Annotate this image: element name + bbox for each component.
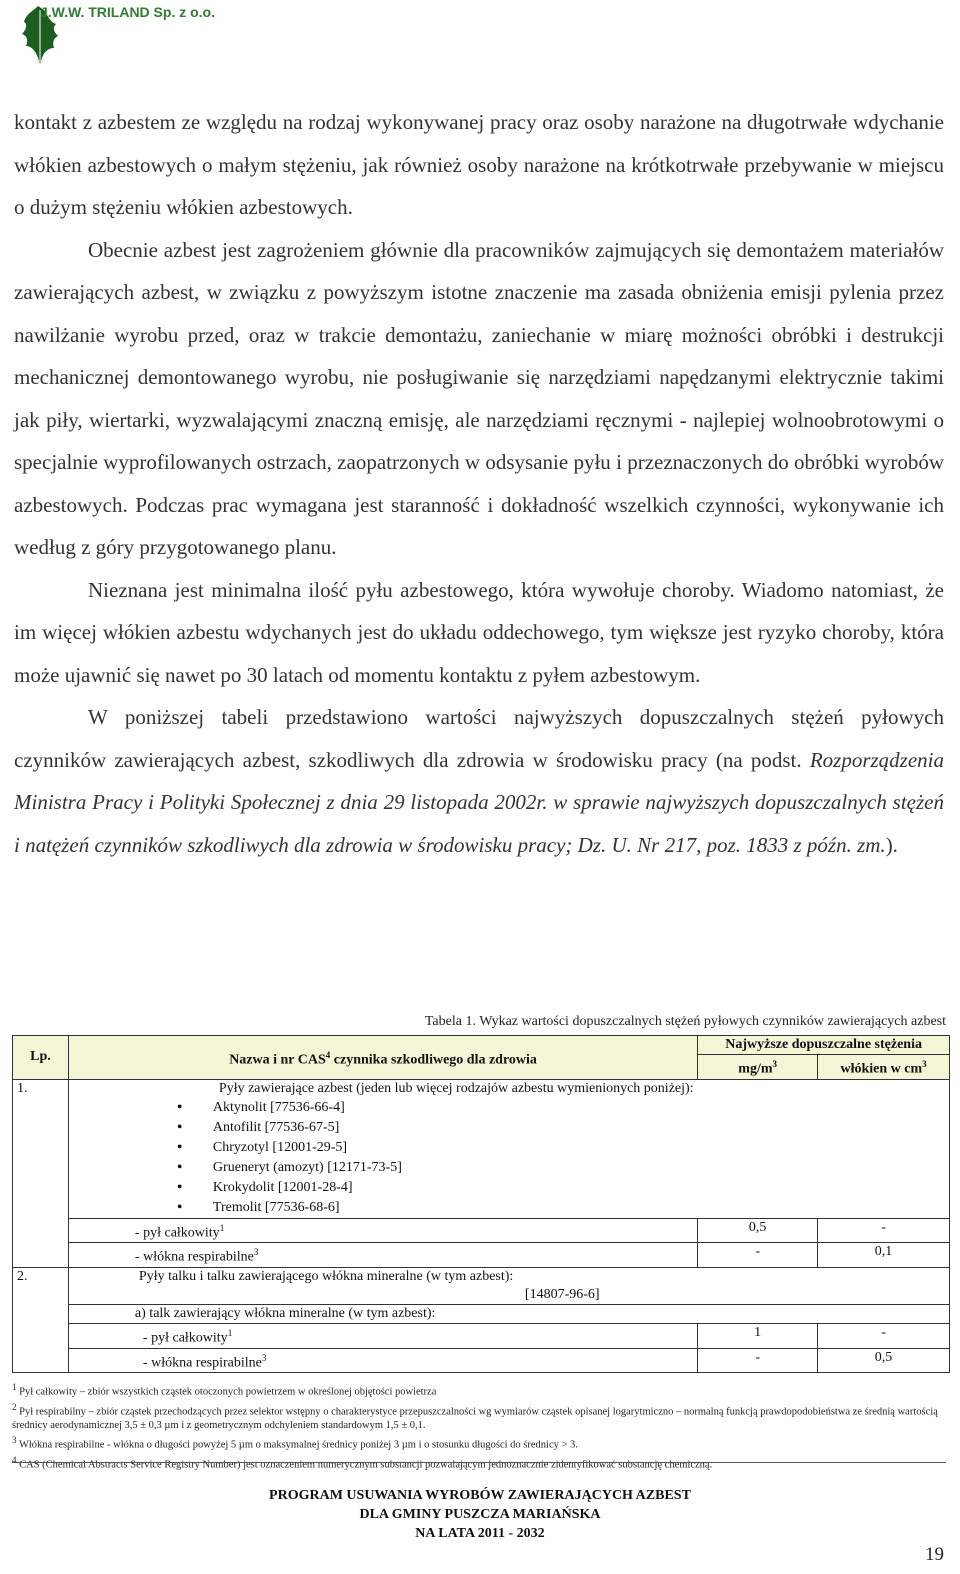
row-2a-sup: 1	[227, 1327, 233, 1338]
table-row	[13, 1348, 950, 1373]
header-name	[68, 1036, 697, 1080]
page-header	[10, 0, 410, 64]
row-1a-label	[68, 1218, 697, 1243]
row-1a-mg: 0,5	[698, 1218, 818, 1243]
row-2-title: Pyły talku i talku zawierającego włókna mineralne (w tym azbest):	[138, 1268, 514, 1284]
row-1a-fib: -	[818, 1218, 950, 1243]
list-item: • Grueneryt (amozyt) [12171-73-5]	[73, 1158, 945, 1178]
table-header-row	[13, 1036, 950, 1055]
paragraph-3: Nieznana jest minimalna ilość pyłu azbestowego, która wywołuje choroby. Wiadomo natomiast, że im więcej włókien azbestu wdychanych jest do układu oddechowego, tym większe jest ryzyko choroby, która może ujawnić się nawet po 30 latach od momentu kontaktu z pyłem azbestowym.	[14, 577, 944, 687]
paragraph-1: kontakt z azbestem ze względu na rodzaj wykonywanej pracy oraz osoby narażone na długotrwałe wdychanie włókien azbestowych o małym stężeniu, jak również osoby narażone na krótkotrwałe przebywanie w miejscu o dużym stężeniu włókien azbestowych.	[14, 110, 944, 219]
header-fib	[818, 1055, 950, 1080]
footer-line-1: PROGRAM USUWANIA WYROBÓW ZAWIERAJĄCYCH AZBEST	[269, 1488, 691, 1503]
table-caption: Tabela 1. Wykaz wartości dopuszczalnych stężeń pyłowych czynników zawierających azbest	[424, 1014, 946, 1029]
footnote-1-text: Pył całkowity – zbiór wszystkich cząstek otoczonych powietrzem w określonej objętości powietrza	[19, 1386, 437, 1398]
footnote-1-num: 1	[12, 1382, 17, 1392]
list-item: • Tremolit [77536-68-6]	[73, 1198, 945, 1218]
list-item: • Krokydolit [12001-28-4]	[73, 1178, 945, 1198]
row-2b-mg: -	[698, 1348, 818, 1373]
footnote-1	[12, 1380, 950, 1400]
table-row	[13, 1079, 950, 1218]
table-row	[13, 1304, 950, 1323]
header-lp: Lp.	[13, 1036, 69, 1080]
row-2-content	[68, 1267, 949, 1304]
footnote-3-text: Włókna respirabilne - włókna o długości powyżej 5 µm o maksymalnej średnicy poniżej 3 µm i o stosunku długości do średnicy > 3.	[18, 1439, 578, 1451]
header-name-text: Nazwa i nr CAS	[229, 1052, 326, 1068]
list-item: • Chryzotyl [12001-29-5]	[73, 1138, 945, 1158]
row-2-lp: 2.	[13, 1267, 69, 1372]
header-mg-text: mg/m	[738, 1061, 773, 1077]
list-item: • Aktynolit [77536-66-4]	[73, 1098, 945, 1118]
limits-table	[12, 1035, 950, 1373]
paragraph-2: Obecnie azbest jest zagrożeniem głównie dla pracowników zajmujących się demontażem materiałów zawierających azbest, w związku z powyższym istotne znaczenie ma zasada obniżenia emisji pylenia przez nawilżanie wyrobu przed, oraz w trakcie demontażu, zaniechanie w miarę możności obróbki i destrukcji mechanicznej demontowanego wyrobu, nie posługiwanie się narzędziami napędzanymi elektrycznie takimi jak piły, wiertarki, wyzwalającymi znaczną emisję, ale narzędziami ręcznymi - najlepiej wolnoobrotowymi o specjalnie wyprofilowanych ostrzach, zaopatrzonych w odsysanie pyłu i przeznaczonych do obróbki wyrobów azbestowych. Podczas prac wymagana jest staranność i dokładność wszelkich czynności, wykonywanie ich według z góry przygotowanego planu.	[14, 237, 944, 559]
header-name-rest: czynnika szkodliwego dla zdrowia	[330, 1052, 537, 1068]
footnote-3-num: 3	[12, 1435, 17, 1445]
footer-divider	[12, 1462, 946, 1463]
regulation-citation: Rozporządzenia Ministra Pracy i Polityki Społecznej z dnia 29 listopada 2002r. w sprawie najwyższych dopuszczalnych stężeń i natężeń czynników szkodliwych dla zdrowia w środowisku pracy; Dz. U. Nr 217, poz. 1833 z późn. zm.	[14, 747, 944, 857]
row-2-cas: [14807-96-6]	[524, 1286, 600, 1302]
footer-line-3: NA LATA 2011 - 2032	[415, 1526, 545, 1541]
footnote-2-text: Pył respirabilny – zbiór cząstek przechodzących przez selektor wstępny o charakterystyce przepuszczalności wg wymiarów cząstek opisanej logarytmiczno – normalną funkcją prawdopodobieństwa ze średnią wartością średnicy aerodynamicznej 3,5 ± 0,3 µm i z geometrycznym odchyleniem standardowym 1,5 ± 0,1.	[12, 1406, 938, 1431]
header-fib-text: włókien w cm	[840, 1061, 923, 1077]
company-name: J.W.W. TRILAND Sp. z o.o.	[40, 4, 215, 20]
row-2a-label	[68, 1323, 697, 1348]
row-2b-label	[68, 1348, 697, 1373]
footnote-3	[12, 1433, 950, 1453]
row-2-sub: a) talk zawierający włókna mineralne (w tym azbest):	[68, 1304, 949, 1323]
row-2a-mg: 1	[698, 1323, 818, 1348]
page-footer	[0, 1486, 960, 1543]
row-2a-fib: -	[818, 1323, 950, 1348]
table-row	[13, 1218, 950, 1243]
footnote-2	[12, 1400, 950, 1434]
header-mg-sup: 3	[772, 1059, 777, 1069]
table-row	[13, 1267, 950, 1304]
row-1b-label	[68, 1243, 697, 1268]
row-1-title: Pyły zawierające azbest (jeden lub więcej rodzajów azbestu wymienionych poniżej):	[218, 1080, 694, 1096]
footer-line-2: DLA GMINY PUSZCZA MARIAŃSKA	[359, 1507, 601, 1522]
row-1a-sup: 1	[219, 1222, 225, 1233]
header-fib-sup: 3	[922, 1059, 927, 1069]
row-1b-sup: 3	[253, 1247, 259, 1258]
paragraph-4-end: ).	[885, 832, 898, 857]
row-1a-text: - pył całkowity	[134, 1225, 220, 1241]
paragraph-4	[14, 696, 944, 866]
header-mg	[698, 1055, 818, 1080]
footnote-4-text: CAS (Chemical Abstracts Service Registry Number) jest oznaczeniem numerycznym substancji pozwalającym jednoznacznie zidentyfikować substancję chemiczną.	[19, 1459, 713, 1470]
paragraph-4-text: W poniższej tabeli przedstawiono wartości najwyższych dopuszczalnych stężeń pyłowych czynników zawierających azbest, szkodliwych dla zdrowia w środowisku pracy (na podst.	[14, 705, 944, 772]
row-1-content	[68, 1079, 949, 1218]
row-2b-fib: 0,5	[818, 1348, 950, 1373]
table-row	[13, 1243, 950, 1268]
page-number: 19	[925, 1544, 944, 1565]
row-1b-mg: -	[698, 1243, 818, 1268]
row-1b-fib: 0,1	[818, 1243, 950, 1268]
row-2a-text: - pył całkowity	[142, 1330, 228, 1346]
row-1b-text: - włókna respirabilne	[134, 1249, 254, 1265]
row-2b-sup: 3	[261, 1352, 267, 1363]
row-1-lp: 1.	[13, 1079, 69, 1267]
footnote-4-num: 4	[12, 1454, 17, 1465]
header-name-sup: 4	[325, 1049, 331, 1060]
list-item: • Antofilit [77536-67-5]	[73, 1118, 945, 1138]
footnote-2-num: 2	[12, 1401, 17, 1412]
asbestos-list	[73, 1098, 945, 1218]
header-max: Najwyższe dopuszczalne stężenia	[698, 1036, 950, 1055]
table-row	[13, 1323, 950, 1348]
footnotes	[12, 1380, 950, 1472]
row-2b-text: - włókna respirabilne	[142, 1355, 262, 1371]
body-text	[14, 101, 944, 866]
